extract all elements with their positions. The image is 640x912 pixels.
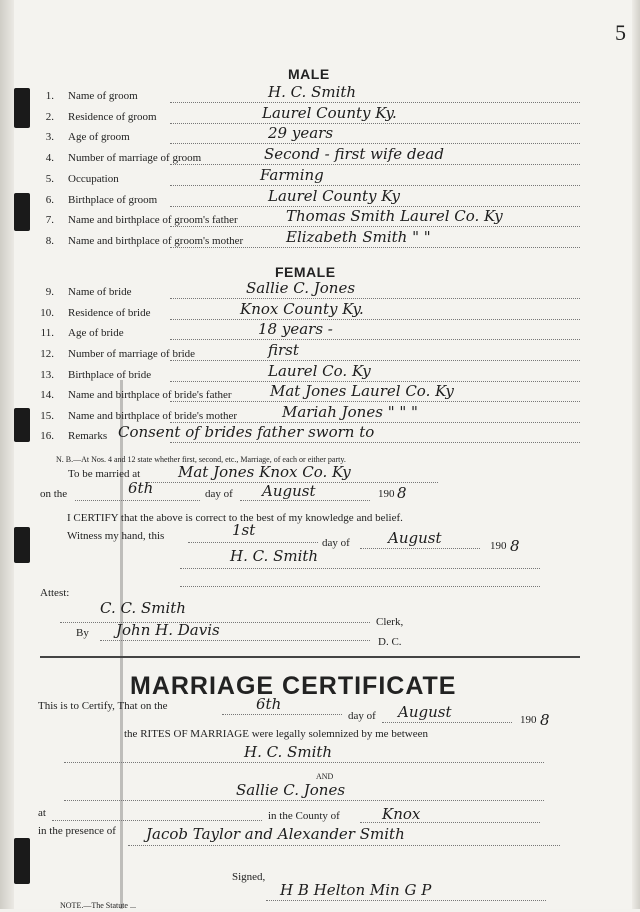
cert-month-value: August bbox=[398, 703, 452, 721]
field-line bbox=[170, 319, 580, 320]
field-line bbox=[382, 722, 512, 723]
field-line bbox=[100, 640, 370, 641]
row-value: Consent of brides father sworn to bbox=[118, 423, 375, 441]
row-label: Birthplace of groom bbox=[68, 194, 158, 206]
married-at-label: To be married at bbox=[68, 468, 141, 480]
day-of-label: day of bbox=[205, 488, 233, 500]
row-label: Age of groom bbox=[68, 131, 130, 143]
nb-note: N. B.—At Nos. 4 and 12 state whether first, second, etc., Marriage, of each or either party. bbox=[56, 455, 346, 464]
field-line bbox=[64, 800, 544, 801]
row-label: Name of groom bbox=[68, 90, 138, 102]
deputy-clerk-value: John H. Davis bbox=[116, 621, 220, 639]
at-label: at bbox=[38, 807, 46, 819]
witness-day-of-label: day of bbox=[322, 537, 350, 549]
row-label: Number of marriage of groom bbox=[68, 152, 202, 164]
row-number: 4. bbox=[45, 152, 54, 164]
witness-signature: H. C. Smith bbox=[230, 547, 319, 565]
row-label: Name and birthplace of groom's mother bbox=[68, 235, 244, 247]
field-line bbox=[52, 820, 262, 821]
county-label: in the County of bbox=[268, 810, 340, 822]
row-label: Name and birthplace of bride's father bbox=[68, 389, 232, 401]
binder-tab bbox=[14, 408, 30, 442]
row-label: Name of bride bbox=[68, 286, 132, 298]
witness-label: Witness my hand, this bbox=[67, 530, 165, 542]
row-value: Laurel County Ky bbox=[268, 187, 400, 205]
row-value: Sallie C. Jones bbox=[246, 279, 356, 297]
row-value: Mat Jones Laurel Co. Ky bbox=[270, 382, 454, 400]
field-line bbox=[170, 401, 580, 402]
paper-left-edge bbox=[0, 0, 14, 909]
row-number: 11. bbox=[40, 327, 54, 339]
field-line bbox=[170, 298, 580, 299]
row-number: 10. bbox=[40, 307, 54, 319]
cert-bride-value: Sallie C. Jones bbox=[236, 781, 346, 799]
row-value: 29 years bbox=[268, 124, 334, 142]
field-line bbox=[240, 500, 370, 501]
row-value: H. C. Smith bbox=[268, 83, 357, 101]
presence-label: in the presence of bbox=[38, 825, 116, 837]
cert-day-of-label: day of bbox=[348, 710, 376, 722]
witness-month-value: August bbox=[388, 529, 442, 547]
field-line bbox=[266, 900, 546, 901]
married-at-value: Mat Jones Knox Co. Ky bbox=[178, 463, 351, 481]
clerk-label: Clerk, bbox=[376, 616, 404, 628]
row-label: Occupation bbox=[68, 173, 119, 185]
married-month-value: August bbox=[262, 482, 316, 500]
field-line bbox=[170, 164, 580, 165]
paper-right-edge bbox=[632, 0, 640, 909]
row-number: 15. bbox=[40, 410, 54, 422]
year-prefix: 190 bbox=[378, 488, 395, 500]
row-value: Mariah Jones " " " bbox=[282, 403, 418, 421]
field-line bbox=[170, 143, 580, 144]
row-value: 18 years - bbox=[258, 320, 333, 338]
section-divider bbox=[40, 656, 580, 658]
witness-year-value: 8 bbox=[510, 537, 520, 555]
male-heading: MALE bbox=[288, 66, 330, 82]
row-label: Residence of groom bbox=[68, 111, 157, 123]
county-value: Knox bbox=[382, 805, 421, 823]
female-heading: FEMALE bbox=[275, 264, 336, 280]
field-line bbox=[170, 226, 580, 227]
rites-text: the RITES OF MARRIAGE were legally solemnized by me between bbox=[124, 728, 428, 740]
cert-year-value: 8 bbox=[540, 711, 550, 729]
certificate-title: MARRIAGE CERTIFICATE bbox=[130, 672, 457, 700]
row-value: first bbox=[268, 341, 299, 359]
field-line bbox=[180, 586, 540, 587]
row-number: 16. bbox=[40, 430, 54, 442]
row-label: Age of bride bbox=[68, 327, 124, 339]
row-label: Residence of bride bbox=[68, 307, 151, 319]
clerk-value: C. C. Smith bbox=[100, 599, 186, 617]
row-label: Remarks bbox=[68, 430, 108, 442]
field-line bbox=[170, 339, 580, 340]
officiant-signature: H B Helton Min G P bbox=[280, 881, 432, 899]
field-line bbox=[360, 548, 480, 549]
field-line bbox=[64, 762, 544, 763]
field-line bbox=[170, 360, 580, 361]
married-year-value: 8 bbox=[397, 484, 407, 502]
field-line bbox=[188, 542, 318, 543]
cert-groom-value: H. C. Smith bbox=[244, 743, 333, 761]
certify-intro: This is to Certify, That on the bbox=[38, 700, 168, 712]
row-label: Number of marriage of bride bbox=[68, 348, 196, 360]
presence-value: Jacob Taylor and Alexander Smith bbox=[146, 825, 405, 843]
year-prefix: 190 bbox=[520, 714, 537, 726]
footer-note: NOTE.—The Statute ... bbox=[60, 901, 136, 910]
row-value: Thomas Smith Laurel Co. Ky bbox=[286, 207, 503, 225]
row-number: 3. bbox=[45, 131, 54, 143]
field-line bbox=[128, 845, 560, 846]
row-number: 1. bbox=[45, 90, 54, 102]
signed-label: Signed, bbox=[232, 871, 266, 883]
binder-tab bbox=[14, 193, 30, 231]
row-number: 14. bbox=[40, 389, 54, 401]
field-line bbox=[180, 568, 540, 569]
row-number: 6. bbox=[45, 194, 54, 206]
field-line bbox=[170, 185, 580, 186]
row-value: Second - first wife dead bbox=[264, 145, 444, 163]
page-number: 5 bbox=[615, 20, 626, 45]
binder-tab bbox=[14, 88, 30, 128]
row-value: Farming bbox=[260, 166, 324, 184]
row-number: 8. bbox=[45, 235, 54, 247]
attest-label: Attest: bbox=[40, 587, 70, 599]
by-label: By bbox=[76, 627, 89, 639]
row-value: Knox County Ky. bbox=[240, 300, 364, 318]
field-line bbox=[222, 714, 342, 715]
certify-text: I CERTIFY that the above is correct to the best of my knowledge and belief. bbox=[67, 512, 403, 524]
year-prefix: 190 bbox=[490, 540, 507, 552]
row-number: 13. bbox=[40, 369, 54, 381]
field-line bbox=[170, 102, 580, 103]
row-number: 7. bbox=[45, 214, 54, 226]
row-number: 9. bbox=[45, 286, 54, 298]
row-number: 12. bbox=[40, 348, 54, 360]
binder-tab bbox=[14, 527, 30, 563]
field-line bbox=[170, 442, 580, 443]
row-number: 2. bbox=[45, 111, 54, 123]
row-label: Birthplace of bride bbox=[68, 369, 152, 381]
married-day-value: 6th bbox=[128, 479, 154, 497]
field-line bbox=[170, 247, 580, 248]
row-label: Name and birthplace of groom's father bbox=[68, 214, 238, 226]
row-label: Name and birthplace of bride's mother bbox=[68, 410, 238, 422]
field-line bbox=[170, 123, 580, 124]
cert-day-value: 6th bbox=[256, 695, 282, 713]
row-value: Laurel County Ky. bbox=[262, 104, 397, 122]
row-value: Elizabeth Smith " " bbox=[286, 228, 431, 246]
on-the-label: on the bbox=[40, 488, 68, 500]
witness-day-value: 1st bbox=[232, 521, 256, 539]
row-number: 5. bbox=[45, 173, 54, 185]
dc-label: D. C. bbox=[378, 636, 402, 648]
binder-tab bbox=[14, 838, 30, 884]
field-line bbox=[75, 500, 200, 501]
and-label: AND bbox=[316, 772, 334, 781]
row-value: Laurel Co. Ky bbox=[268, 362, 371, 380]
